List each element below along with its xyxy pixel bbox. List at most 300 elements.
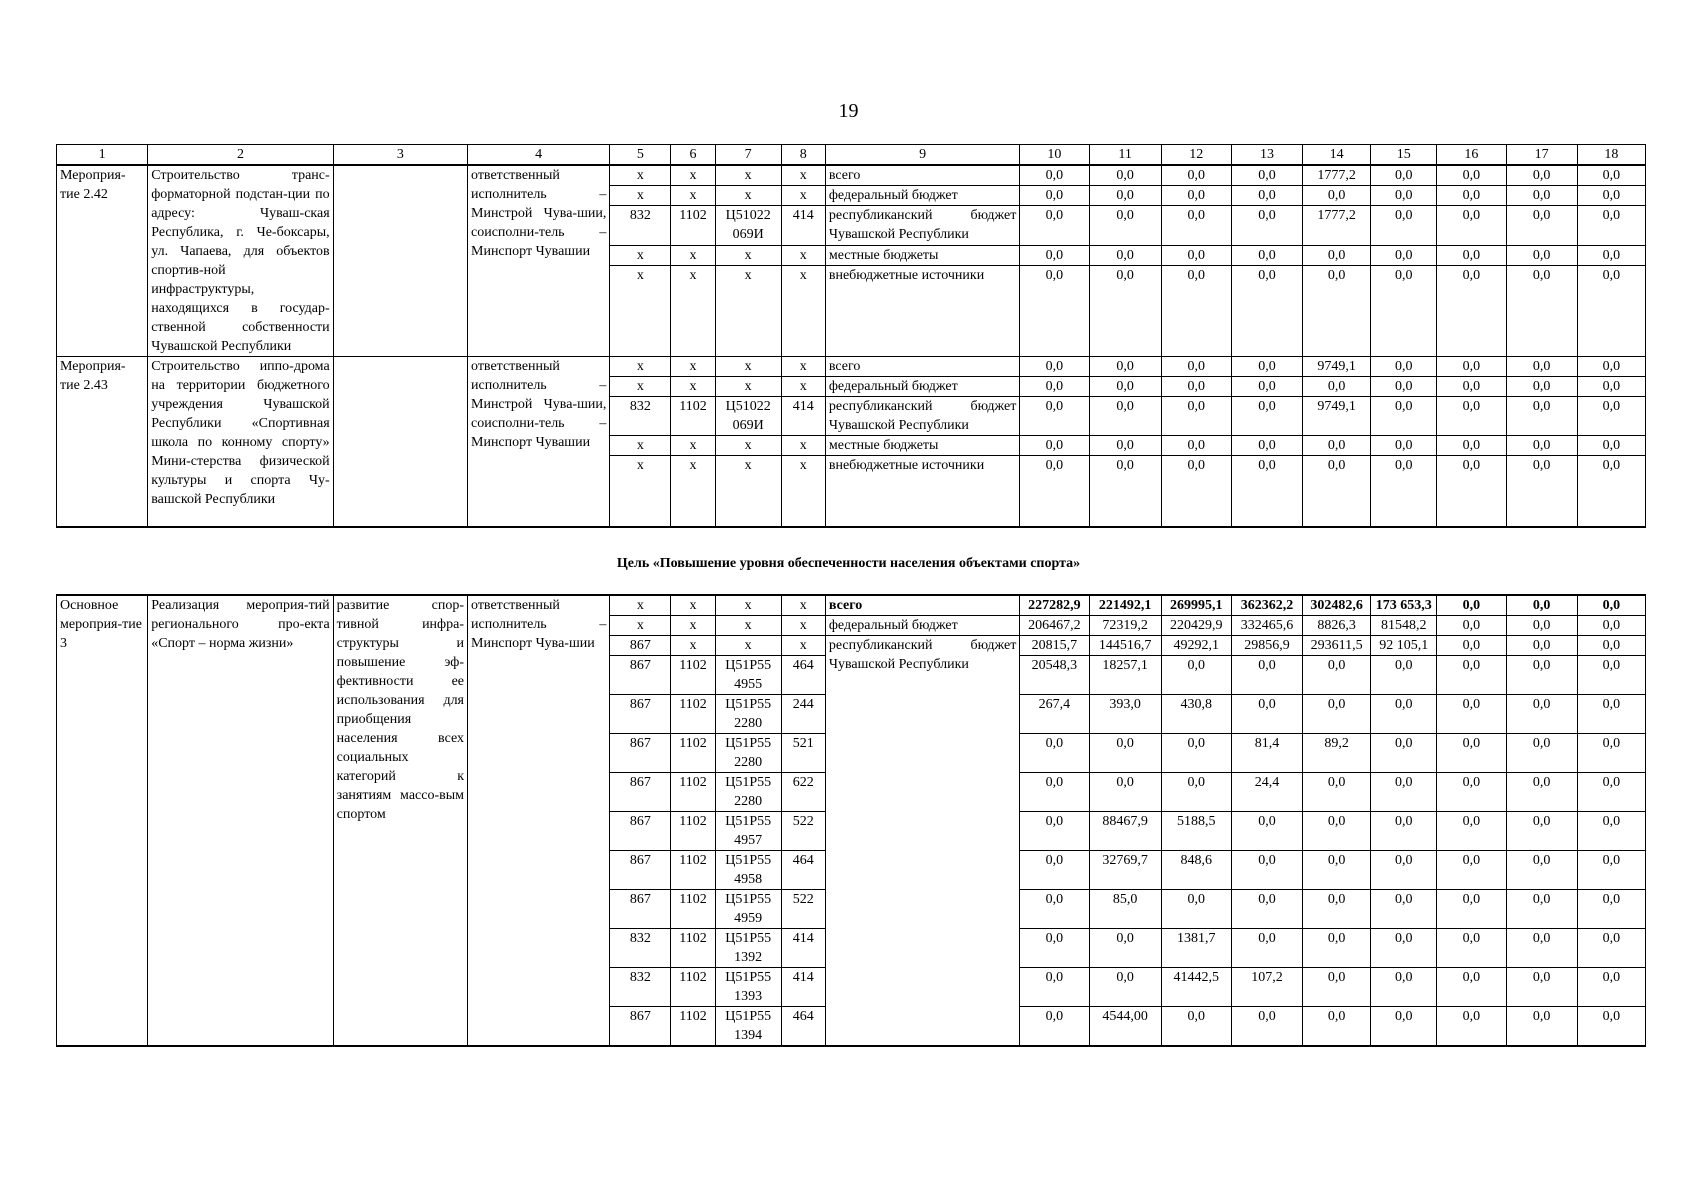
column-number-header: 6: [671, 145, 715, 166]
section-code: 1102: [671, 656, 715, 695]
column-number-header: 14: [1303, 145, 1371, 166]
value-col-13: 0,0: [1231, 656, 1302, 695]
value-col-11: 32769,7: [1089, 851, 1161, 890]
value-col-15: 0,0: [1371, 186, 1437, 206]
header-row: [57, 145, 1646, 166]
value-col-10: 0,0: [1020, 165, 1089, 186]
value-col-14: 8826,3: [1303, 616, 1371, 636]
value-col-10: 0,0: [1020, 206, 1089, 245]
grbs-code: 832: [610, 206, 671, 245]
value-col-16: 0,0: [1437, 186, 1506, 206]
grbs-code: х: [610, 245, 671, 265]
value-col-17: 0,0: [1506, 968, 1577, 1007]
column-number-header: 9: [825, 145, 1019, 166]
value-col-15: 81548,2: [1371, 616, 1437, 636]
value-col-11: 88467,9: [1089, 812, 1161, 851]
expense-type-code: х: [781, 245, 825, 265]
value-col-16: 0,0: [1437, 734, 1506, 773]
value-col-17: 0,0: [1506, 595, 1577, 616]
value-col-14: 0,0: [1303, 968, 1371, 1007]
value-col-12: 269995,1: [1161, 595, 1231, 616]
value-col-12: 848,6: [1161, 851, 1231, 890]
value-col-11: 0,0: [1089, 206, 1161, 245]
grbs-code: х: [610, 357, 671, 377]
value-col-16: 0,0: [1437, 266, 1506, 357]
value-col-14: 0,0: [1303, 695, 1371, 734]
value-col-16: 0,0: [1437, 968, 1506, 1007]
value-col-14: 9749,1: [1303, 397, 1371, 436]
funding-source: всего: [825, 595, 1019, 616]
value-col-15: 0,0: [1371, 656, 1437, 695]
value-col-15: 0,0: [1371, 456, 1437, 527]
value-col-16: 0,0: [1437, 695, 1506, 734]
grbs-code: х: [610, 436, 671, 456]
value-col-10: 206467,2: [1020, 616, 1089, 636]
section-code: 1102: [671, 1007, 715, 1047]
event-goal-text: развитие спор-тивной инфра-структуры и повышение эф-фективности ее использования для приобщения населения всех социальных категорий к занятиям массо-вым спортом: [333, 595, 467, 1046]
value-col-11: 0,0: [1089, 734, 1161, 773]
value-col-15: 0,0: [1371, 812, 1437, 851]
value-col-18: 0,0: [1577, 206, 1645, 245]
value-col-13: 0,0: [1231, 266, 1302, 357]
value-col-11: 0,0: [1089, 929, 1161, 968]
section-code: 1102: [671, 695, 715, 734]
grbs-code: 867: [610, 695, 671, 734]
value-col-14: 89,2: [1303, 734, 1371, 773]
value-col-12: 0,0: [1161, 773, 1231, 812]
value-col-17: 0,0: [1506, 1007, 1577, 1047]
value-col-15: 0,0: [1371, 851, 1437, 890]
column-number-header: 1: [57, 145, 148, 166]
target-article-code: х: [715, 186, 781, 206]
grbs-code: х: [610, 456, 671, 527]
value-col-14: 0,0: [1303, 929, 1371, 968]
value-col-18: 0,0: [1577, 1007, 1645, 1047]
funding-source: федеральный бюджет: [825, 377, 1019, 397]
value-col-13: 107,2: [1231, 968, 1302, 1007]
value-col-18: 0,0: [1577, 595, 1645, 616]
grbs-code: 867: [610, 851, 671, 890]
value-col-17: 0,0: [1506, 436, 1577, 456]
value-col-15: 0,0: [1371, 968, 1437, 1007]
event-name: Мероприя-тие 2.43: [57, 357, 148, 527]
expense-type-code: х: [781, 636, 825, 656]
value-col-18: 0,0: [1577, 186, 1645, 206]
expense-type-code: 464: [781, 656, 825, 695]
value-col-18: 0,0: [1577, 851, 1645, 890]
funding-source: республиканский бюджет Чувашской Республики: [825, 397, 1019, 436]
target-article-code: Ц51Р55 1392: [715, 929, 781, 968]
value-col-12: 220429,9: [1161, 616, 1231, 636]
value-col-11: 0,0: [1089, 245, 1161, 265]
expense-type-code: 414: [781, 929, 825, 968]
target-article-code: Ц51Р55 2280: [715, 773, 781, 812]
value-col-13: 81,4: [1231, 734, 1302, 773]
value-col-10: 0,0: [1020, 773, 1089, 812]
value-col-16: 0,0: [1437, 357, 1506, 377]
budget-table-bottom: [56, 594, 1646, 1047]
value-col-16: 0,0: [1437, 1007, 1506, 1047]
value-col-17: 0,0: [1506, 851, 1577, 890]
grbs-code: 867: [610, 656, 671, 695]
column-number-header: 10: [1020, 145, 1089, 166]
column-number-header: 18: [1577, 145, 1645, 166]
value-col-16: 0,0: [1437, 397, 1506, 436]
value-col-15: 0,0: [1371, 206, 1437, 245]
target-article-code: Ц51Р55 4955: [715, 656, 781, 695]
grbs-code: 832: [610, 397, 671, 436]
value-col-16: 0,0: [1437, 456, 1506, 527]
value-col-12: 1381,7: [1161, 929, 1231, 968]
funding-source: местные бюджеты: [825, 436, 1019, 456]
column-number-header: 11: [1089, 145, 1161, 166]
value-col-14: 0,0: [1303, 456, 1371, 527]
section-code: 1102: [671, 812, 715, 851]
value-col-11: 221492,1: [1089, 595, 1161, 616]
section-code: х: [671, 377, 715, 397]
event-name: Основное мероприя-тие 3: [57, 595, 148, 1046]
funding-source: внебюджетные источники: [825, 266, 1019, 357]
grbs-code: 832: [610, 968, 671, 1007]
value-col-13: 0,0: [1231, 929, 1302, 968]
value-col-10: 227282,9: [1020, 595, 1089, 616]
value-col-13: 0,0: [1231, 456, 1302, 527]
funding-source: федеральный бюджет: [825, 616, 1019, 636]
value-col-14: 1777,2: [1303, 165, 1371, 186]
event-name: Мероприя-тие 2.42: [57, 165, 148, 357]
value-col-17: 0,0: [1506, 456, 1577, 527]
value-col-12: 0,0: [1161, 890, 1231, 929]
grbs-code: 867: [610, 890, 671, 929]
value-col-16: 0,0: [1437, 636, 1506, 656]
value-col-16: 0,0: [1437, 245, 1506, 265]
value-col-15: 0,0: [1371, 1007, 1437, 1047]
target-article-code: х: [715, 377, 781, 397]
target-article-code: Ц51Р55 4957: [715, 812, 781, 851]
target-article-code: х: [715, 165, 781, 186]
funding-source: внебюджетные источники: [825, 456, 1019, 527]
value-col-10: 0,0: [1020, 929, 1089, 968]
expense-type-code: х: [781, 377, 825, 397]
value-col-13: 0,0: [1231, 165, 1302, 186]
value-col-11: 18257,1: [1089, 656, 1161, 695]
value-col-17: 0,0: [1506, 377, 1577, 397]
value-col-16: 0,0: [1437, 773, 1506, 812]
value-col-16: 0,0: [1437, 595, 1506, 616]
section-code: 1102: [671, 968, 715, 1007]
target-article-code: х: [715, 595, 781, 616]
value-col-11: 144516,7: [1089, 636, 1161, 656]
value-col-11: 0,0: [1089, 456, 1161, 527]
column-number-header: 3: [333, 145, 467, 166]
target-article-code: х: [715, 357, 781, 377]
value-col-16: 0,0: [1437, 377, 1506, 397]
value-col-17: 0,0: [1506, 206, 1577, 245]
value-col-14: 0,0: [1303, 851, 1371, 890]
value-col-18: 0,0: [1577, 357, 1645, 377]
value-col-17: 0,0: [1506, 186, 1577, 206]
grbs-code: 867: [610, 636, 671, 656]
funding-source: республиканский бюджет Чувашской Республики: [825, 636, 1019, 1047]
value-col-16: 0,0: [1437, 890, 1506, 929]
value-col-10: 0,0: [1020, 266, 1089, 357]
value-col-15: 0,0: [1371, 266, 1437, 357]
funding-source: всего: [825, 357, 1019, 377]
value-col-12: 5188,5: [1161, 812, 1231, 851]
value-col-13: 0,0: [1231, 245, 1302, 265]
column-number-header: 2: [148, 145, 333, 166]
section-code: 1102: [671, 734, 715, 773]
event-goal-text: [333, 357, 467, 527]
value-col-12: 0,0: [1161, 734, 1231, 773]
event-description: Строительство транс-форматорной подстан-ции по адресу: Чуваш-ская Республика, г. Че-боксары, ул. Чапаева, для объектов спортив-ной инфраструктуры, находящихся в государ-ственной собственности Чувашской Республики: [148, 165, 333, 357]
value-col-18: 0,0: [1577, 656, 1645, 695]
value-col-17: 0,0: [1506, 616, 1577, 636]
expense-type-code: 464: [781, 851, 825, 890]
value-col-10: 0,0: [1020, 357, 1089, 377]
value-col-18: 0,0: [1577, 165, 1645, 186]
value-col-10: 0,0: [1020, 186, 1089, 206]
value-col-15: 173 653,3: [1371, 595, 1437, 616]
expense-type-code: х: [781, 266, 825, 357]
value-col-16: 0,0: [1437, 929, 1506, 968]
funding-source: местные бюджеты: [825, 245, 1019, 265]
expense-type-code: 622: [781, 773, 825, 812]
value-col-11: 72319,2: [1089, 616, 1161, 636]
value-col-15: 0,0: [1371, 890, 1437, 929]
value-col-18: 0,0: [1577, 773, 1645, 812]
value-col-15: 0,0: [1371, 436, 1437, 456]
value-col-10: 0,0: [1020, 245, 1089, 265]
value-col-14: 0,0: [1303, 245, 1371, 265]
value-col-12: 0,0: [1161, 165, 1231, 186]
column-number-header: 16: [1437, 145, 1506, 166]
value-col-18: 0,0: [1577, 436, 1645, 456]
value-col-18: 0,0: [1577, 456, 1645, 527]
section-code: 1102: [671, 397, 715, 436]
section-code: х: [671, 245, 715, 265]
table-row: [57, 165, 1646, 186]
column-number-header: 15: [1371, 145, 1437, 166]
column-number-header: 8: [781, 145, 825, 166]
funding-source: республиканский бюджет Чувашской Республики: [825, 206, 1019, 245]
section-code: х: [671, 595, 715, 616]
value-col-13: 0,0: [1231, 206, 1302, 245]
value-col-14: 0,0: [1303, 186, 1371, 206]
value-col-16: 0,0: [1437, 656, 1506, 695]
value-col-17: 0,0: [1506, 929, 1577, 968]
value-col-18: 0,0: [1577, 734, 1645, 773]
value-col-14: 0,0: [1303, 377, 1371, 397]
value-col-13: 0,0: [1231, 377, 1302, 397]
value-col-13: 0,0: [1231, 1007, 1302, 1047]
value-col-12: 0,0: [1161, 245, 1231, 265]
funding-source: федеральный бюджет: [825, 186, 1019, 206]
value-col-10: 20815,7: [1020, 636, 1089, 656]
grbs-code: х: [610, 165, 671, 186]
value-col-14: 1777,2: [1303, 206, 1371, 245]
value-col-11: 0,0: [1089, 357, 1161, 377]
section-code: 1102: [671, 929, 715, 968]
value-col-12: 0,0: [1161, 357, 1231, 377]
value-col-11: 0,0: [1089, 773, 1161, 812]
value-col-16: 0,0: [1437, 165, 1506, 186]
target-article-code: Ц51Р55 1393: [715, 968, 781, 1007]
grbs-code: х: [610, 266, 671, 357]
value-col-18: 0,0: [1577, 890, 1645, 929]
value-col-18: 0,0: [1577, 695, 1645, 734]
table-row: [57, 357, 1646, 377]
value-col-12: 0,0: [1161, 656, 1231, 695]
expense-type-code: 414: [781, 397, 825, 436]
expense-type-code: 464: [781, 1007, 825, 1047]
value-col-15: 0,0: [1371, 377, 1437, 397]
value-col-17: 0,0: [1506, 636, 1577, 656]
section-code: 1102: [671, 773, 715, 812]
value-col-17: 0,0: [1506, 397, 1577, 436]
value-col-16: 0,0: [1437, 616, 1506, 636]
value-col-17: 0,0: [1506, 812, 1577, 851]
section-code: 1102: [671, 890, 715, 929]
value-col-18: 0,0: [1577, 636, 1645, 656]
grbs-code: 867: [610, 812, 671, 851]
value-col-13: 362362,2: [1231, 595, 1302, 616]
value-col-14: 0,0: [1303, 890, 1371, 929]
target-article-code: Ц51Р55 4958: [715, 851, 781, 890]
value-col-10: 0,0: [1020, 890, 1089, 929]
expense-type-code: 414: [781, 968, 825, 1007]
section-code: х: [671, 266, 715, 357]
column-number-header: 12: [1161, 145, 1231, 166]
expense-type-code: 522: [781, 812, 825, 851]
value-col-15: 92 105,1: [1371, 636, 1437, 656]
value-col-10: 20548,3: [1020, 656, 1089, 695]
value-col-18: 0,0: [1577, 245, 1645, 265]
value-col-18: 0,0: [1577, 812, 1645, 851]
value-col-13: 0,0: [1231, 357, 1302, 377]
column-number-header: 13: [1231, 145, 1302, 166]
expense-type-code: х: [781, 357, 825, 377]
value-col-14: 0,0: [1303, 812, 1371, 851]
expense-type-code: 522: [781, 890, 825, 929]
value-col-15: 0,0: [1371, 397, 1437, 436]
section-code: х: [671, 436, 715, 456]
value-col-11: 0,0: [1089, 397, 1161, 436]
value-col-12: 0,0: [1161, 397, 1231, 436]
value-col-14: 9749,1: [1303, 357, 1371, 377]
target-article-code: Ц51Р55 1394: [715, 1007, 781, 1047]
value-col-17: 0,0: [1506, 695, 1577, 734]
value-col-14: 0,0: [1303, 773, 1371, 812]
column-number-header: 5: [610, 145, 671, 166]
value-col-14: 0,0: [1303, 656, 1371, 695]
value-col-17: 0,0: [1506, 165, 1577, 186]
value-col-13: 0,0: [1231, 436, 1302, 456]
value-col-11: 0,0: [1089, 968, 1161, 1007]
section-code: 1102: [671, 206, 715, 245]
value-col-11: 0,0: [1089, 436, 1161, 456]
value-col-10: 0,0: [1020, 456, 1089, 527]
event-executor: ответственный исполнитель – Минспорт Чува-шии: [468, 595, 610, 1046]
value-col-18: 0,0: [1577, 616, 1645, 636]
value-col-12: 41442,5: [1161, 968, 1231, 1007]
value-col-17: 0,0: [1506, 773, 1577, 812]
budget-table-top: [56, 144, 1646, 528]
value-col-12: 0,0: [1161, 186, 1231, 206]
value-col-12: 0,0: [1161, 206, 1231, 245]
value-col-14: 302482,6: [1303, 595, 1371, 616]
value-col-14: 0,0: [1303, 266, 1371, 357]
value-col-10: 0,0: [1020, 377, 1089, 397]
event-executor: ответственный исполнитель – Минстрой Чува-шии, соисполни-тель – Минспорт Чувашии: [468, 357, 610, 527]
funding-source: всего: [825, 165, 1019, 186]
target-article-code: х: [715, 636, 781, 656]
value-col-11: 0,0: [1089, 377, 1161, 397]
value-col-14: 293611,5: [1303, 636, 1371, 656]
value-col-15: 0,0: [1371, 695, 1437, 734]
value-col-15: 0,0: [1371, 165, 1437, 186]
value-col-15: 0,0: [1371, 245, 1437, 265]
expense-type-code: х: [781, 186, 825, 206]
value-col-18: 0,0: [1577, 929, 1645, 968]
value-col-16: 0,0: [1437, 812, 1506, 851]
value-col-18: 0,0: [1577, 397, 1645, 436]
value-col-18: 0,0: [1577, 266, 1645, 357]
expense-type-code: 244: [781, 695, 825, 734]
value-col-17: 0,0: [1506, 266, 1577, 357]
value-col-18: 0,0: [1577, 968, 1645, 1007]
grbs-code: 867: [610, 773, 671, 812]
page-number: 19: [838, 100, 859, 122]
value-col-16: 0,0: [1437, 851, 1506, 890]
goal-title: Цель «Повышение уровня обеспеченности населения объектами спорта»: [616, 556, 1081, 571]
value-col-10: 0,0: [1020, 397, 1089, 436]
section-code: х: [671, 186, 715, 206]
target-article-code: х: [715, 266, 781, 357]
value-col-13: 0,0: [1231, 397, 1302, 436]
section-code: х: [671, 636, 715, 656]
value-col-10: 0,0: [1020, 1007, 1089, 1047]
value-col-12: 0,0: [1161, 436, 1231, 456]
value-col-12: 0,0: [1161, 456, 1231, 527]
target-article-code: Ц51022 069И: [715, 206, 781, 245]
value-col-12: 0,0: [1161, 377, 1231, 397]
event-description: Строительство иппо-дрома на территории бюджетного учреждения Чувашской Республики «Спортивная школа по конному спорту» Мини-стерства физической культуры и спорта Чу-вашской Республики: [148, 357, 333, 527]
value-col-12: 430,8: [1161, 695, 1231, 734]
value-col-10: 0,0: [1020, 812, 1089, 851]
expense-type-code: х: [781, 595, 825, 616]
grbs-code: х: [610, 377, 671, 397]
section-code: х: [671, 357, 715, 377]
value-col-13: 0,0: [1231, 695, 1302, 734]
event-goal-text: [333, 165, 467, 357]
column-number-header: 17: [1506, 145, 1577, 166]
value-col-10: 0,0: [1020, 968, 1089, 1007]
value-col-13: 29856,9: [1231, 636, 1302, 656]
value-col-17: 0,0: [1506, 245, 1577, 265]
expense-type-code: х: [781, 616, 825, 636]
value-col-14: 0,0: [1303, 436, 1371, 456]
value-col-17: 0,0: [1506, 890, 1577, 929]
value-col-13: 0,0: [1231, 890, 1302, 929]
target-article-code: Ц51Р55 2280: [715, 695, 781, 734]
target-article-code: х: [715, 456, 781, 527]
grbs-code: х: [610, 595, 671, 616]
section-code: х: [671, 456, 715, 527]
grbs-code: х: [610, 616, 671, 636]
section-code: х: [671, 165, 715, 186]
value-col-10: 0,0: [1020, 851, 1089, 890]
